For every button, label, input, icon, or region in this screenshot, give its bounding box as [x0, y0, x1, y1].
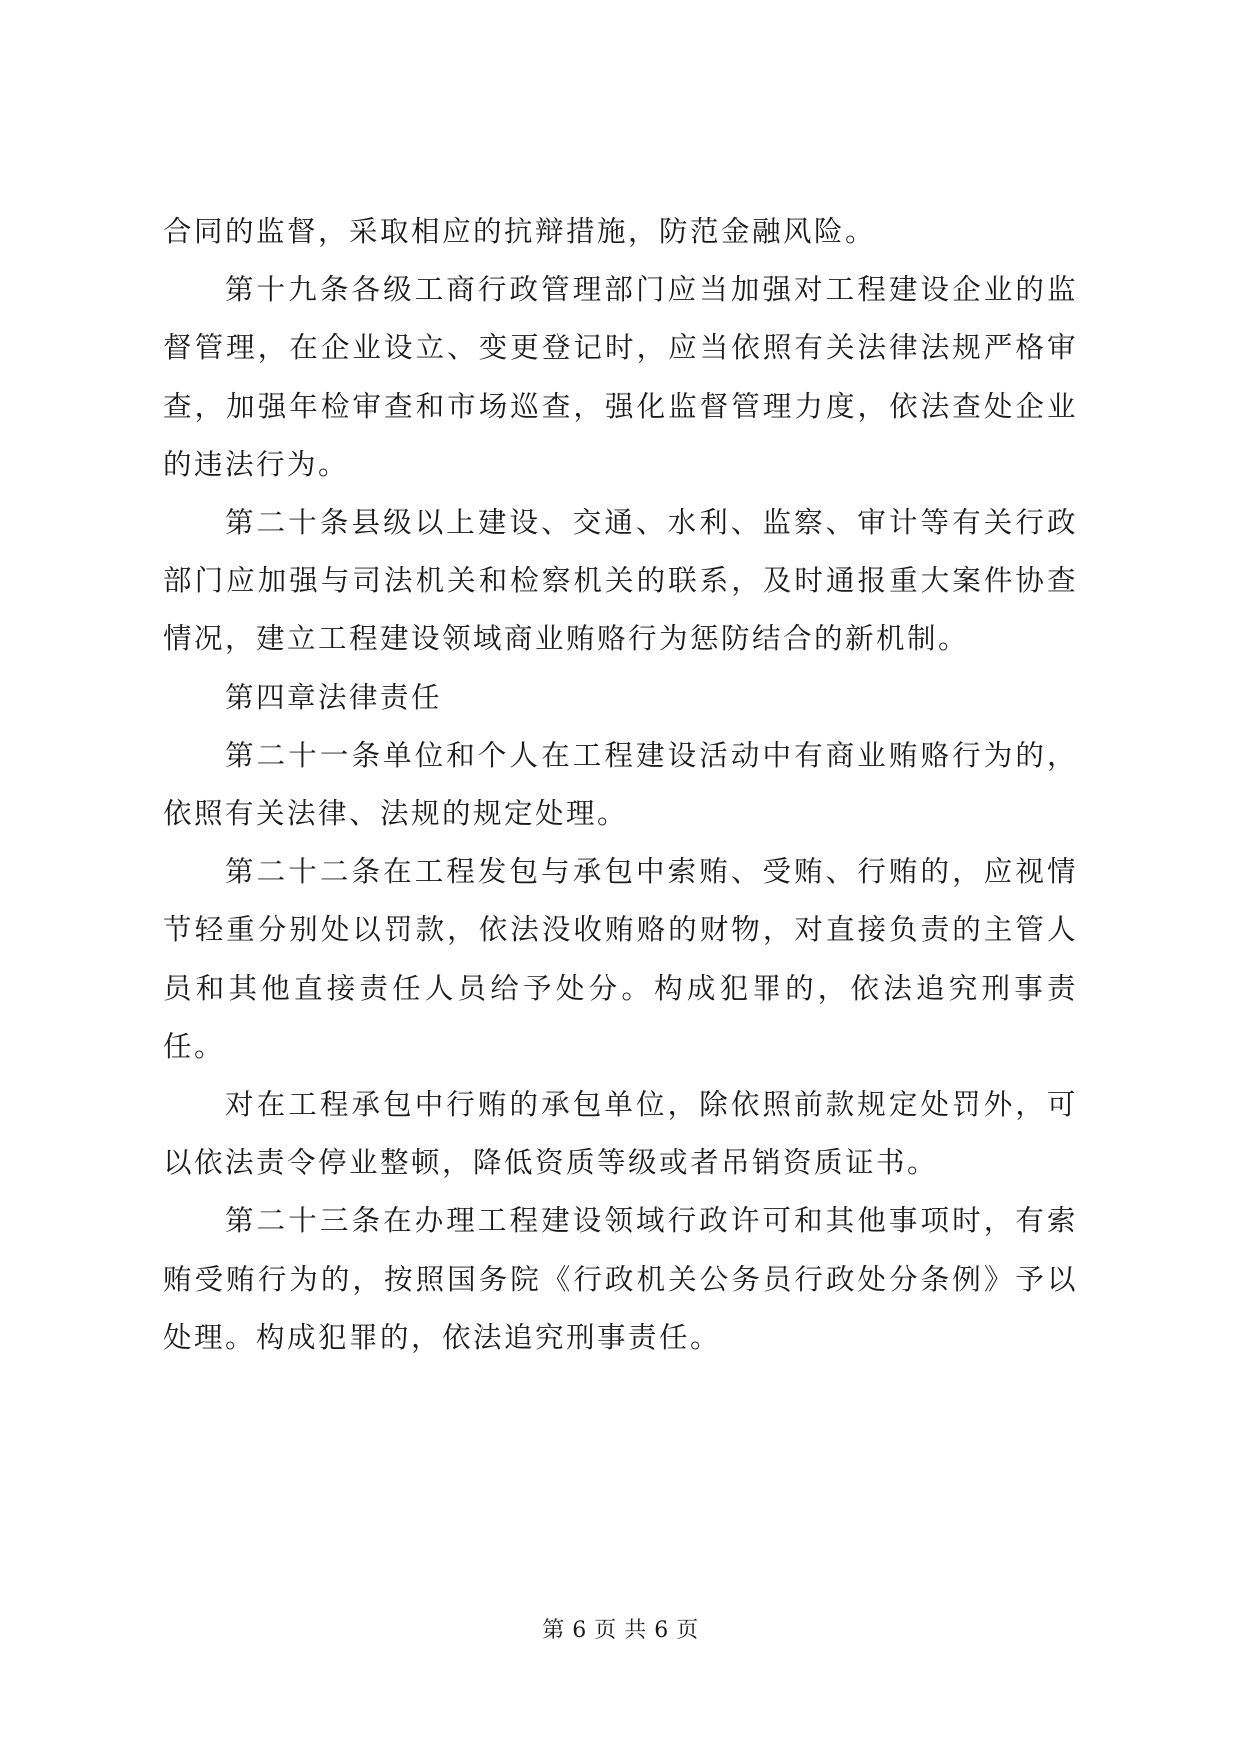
- chapter-heading-legal-liability: 第四章法律责任: [225, 680, 443, 714]
- document-body: [163, 203, 1078, 1367]
- paragraph-article-22-supplement: 对在工程承包中行贿的承包单位，除依照前款规定处罚外，可以依法责令停业整顿，降低资质等级或者吊销资质证书。: [163, 1088, 1078, 1180]
- paragraph-article-19: 第十九条各级工商行政管理部门应当加强对工程建设企业的监督管理，在企业设立、变更登记时，应当依照有关法律法规严格审查，加强年检审查和市场巡查，强化监督管理力度，依法查处企业的违法行为。: [163, 273, 1078, 481]
- paragraph-continuation: 合同的监督，采取相应的抗辩措施，防范金融风险。: [163, 215, 877, 248]
- paragraph-article-22: 第二十二条在工程发包与承包中索贿、受贿、行贿的，应视情节轻重分别处以罚款，依法没收贿赂的财物，对直接负责的主管人员和其他直接责任人员给予处分。构成犯罪的，依法追究刑事责任。: [163, 855, 1078, 1063]
- page-number-label: 第 6 页 共 6 页: [542, 1618, 699, 1643]
- paragraph-article-20: 第二十条县级以上建设、交通、水利、监察、审计等有关行政部门应加强与司法机关和检察机关的联系，及时通报重大案件协查情况，建立工程建设领域商业贿赂行为惩防结合的新机制。: [163, 506, 1078, 656]
- page-footer: [0, 1616, 1241, 1646]
- paragraph-article-21: 第二十一条单位和个人在工程建设活动中有商业贿赂行为的，依照有关法律、法规的规定处理。: [163, 738, 1078, 831]
- paragraph-article-23: 第二十三条在办理工程建设领域行政许可和其他事项时，有索贿受贿行为的，按照国务院《行政机关公务员行政处分条例》予以处理。构成犯罪的，依法追究刑事责任。: [163, 1204, 1078, 1354]
